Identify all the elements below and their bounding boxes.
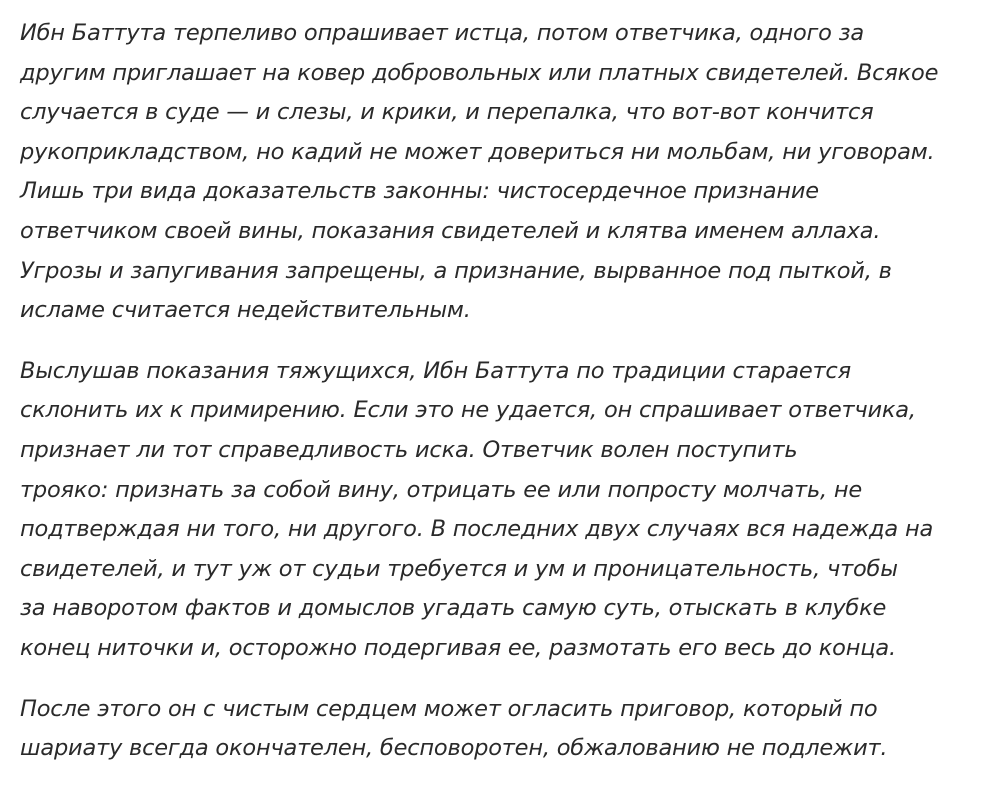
text-line: подтверждая ни того, ни другого. В последних двух случаях вся надежда на xyxy=(20,516,934,543)
text-line: исламе считается недействительным. xyxy=(20,297,471,324)
text-line: другим приглашает на ковер добровольных или платных свидетелей. Всякое xyxy=(20,59,939,86)
text-line: за наворотом фактов и домыслов угадать самую суть, отыскать в клубке xyxy=(20,595,887,622)
paragraph-3 xyxy=(20,690,960,769)
text-line: Выслушав показания тяжущихся, Ибн Баттута по традиции старается xyxy=(20,357,851,384)
text-line: Ибн Баттута терпеливо опрашивает истца, потом ответчика, одного за xyxy=(20,20,864,46)
text-line: После этого он с чистым сердцем может огласить приговор, который по xyxy=(20,695,878,722)
text-line: ответчиком своей вины, показания свидетелей и клятва именем аллаха. xyxy=(20,217,881,244)
text-line: склонить их к примирению. Если это не удается, он спрашивает ответчика, xyxy=(20,397,916,424)
text-line: конец ниточки и, осторожно подергивая ее, размотать его весь до конца. xyxy=(20,634,896,661)
paragraph-1 xyxy=(20,14,960,331)
text-line: рукоприкладством, но кадий не может довериться ни мольбам, ни уговорам. xyxy=(20,138,935,165)
text-line: трояко: признать за собой вину, отрицать ее или попросту молчать, не xyxy=(20,476,863,503)
paragraph-2 xyxy=(20,352,960,669)
text-line: признает ли тот справедливость иска. Ответчик волен поступить xyxy=(20,436,798,463)
text-line: Угрозы и запугивания запрещены, а признание, вырванное под пыткой, в xyxy=(20,257,892,284)
text-line: свидетелей, и тут уж от судьи требуется и ум и проницательность, чтобы xyxy=(20,555,898,582)
text-line: случается в суде — и слезы, и крики, и перепалка, что вот-вот кончится xyxy=(20,99,874,126)
text-line: шариату всегда окончателен, бесповоротен, обжалованию не подлежит. xyxy=(20,735,888,762)
text-line: Лишь три вида доказательств законны: чистосердечное признание xyxy=(20,178,819,205)
